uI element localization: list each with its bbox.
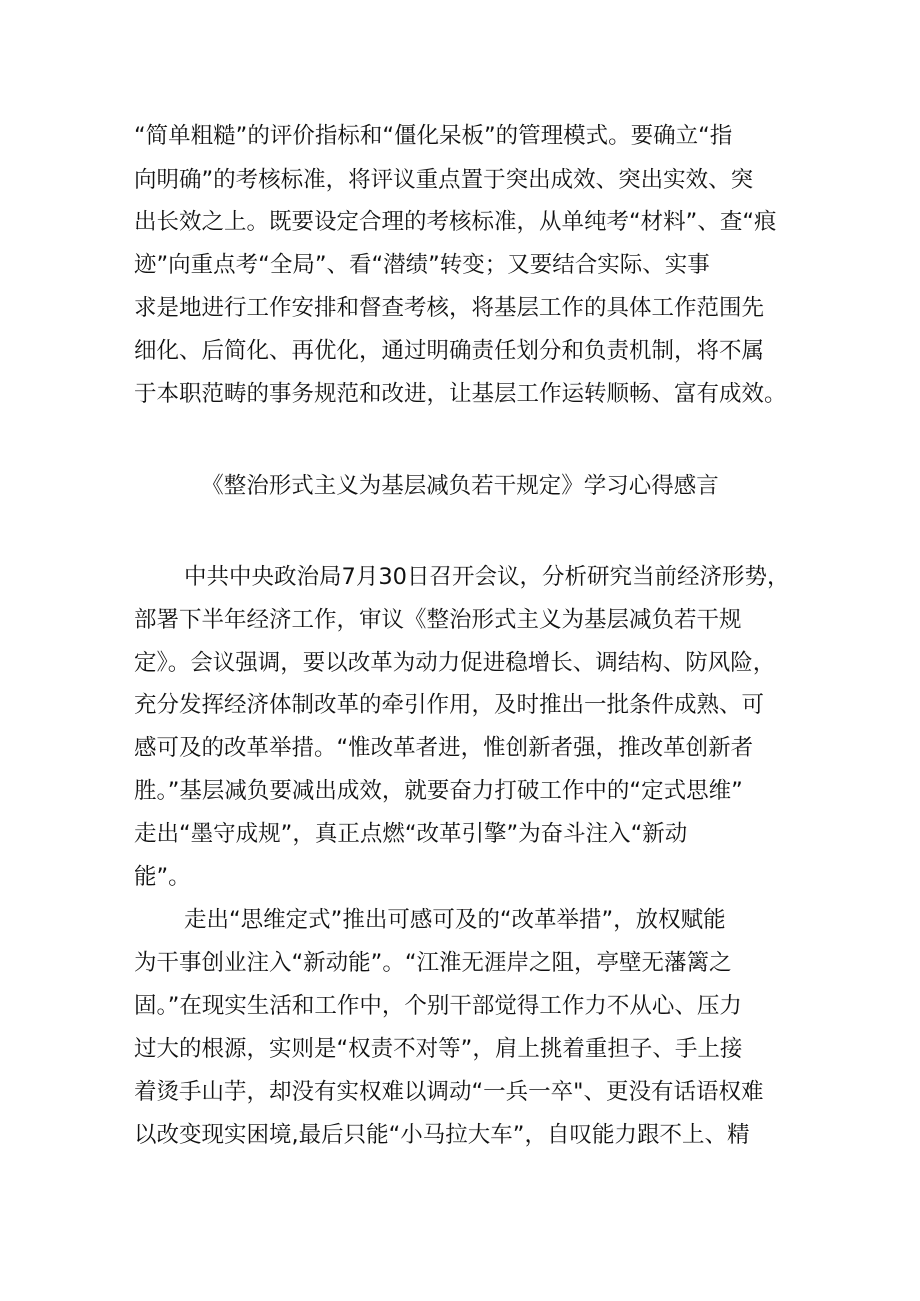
intro-line: 求是地进行工作安排和督查考核，将基层工作的具体工作范围先 bbox=[134, 295, 765, 321]
intro-line: 迹”向重点考“全局”、看“潜绩”转变；又要结合实际、实事 bbox=[134, 252, 710, 278]
intro-line: 细化、后简化、再优化，通过明确责任划分和负责机制，将不属 bbox=[134, 338, 765, 364]
intro-line: “简单粗糙”的评价指标和“僵化呆板”的管理模式。要确立“指 bbox=[134, 123, 733, 149]
paragraph-line: 部署下半年经济工作，审议《整治形式主义为基层减负若干规 bbox=[134, 607, 742, 633]
intro-line: 于本职范畴的事务规范和改进，让基层工作运转顺畅、富有成效。 bbox=[134, 381, 787, 407]
paragraph-line: 着烫手山芋，却没有实权难以调动“一兵一卒"、更没有话语权难 bbox=[134, 1079, 764, 1105]
paragraph-line: 固。”在现实生活和工作中，个别干部觉得工作力不从心、压力 bbox=[134, 993, 742, 1019]
paragraph-line: 中共中央政治局7月30日召开会议，分析研究当前经济形势， bbox=[184, 564, 790, 590]
paragraph-line: 过大的根源，实则是“权责不对等”，肩上挑着重担子、手上接 bbox=[134, 1036, 743, 1062]
paragraph-line: 定》。会议强调，要以改革为动力促进稳增长、调结构、防风险， bbox=[134, 650, 776, 676]
paragraph-line: 胜。”基层减负要减出成效，就要奋力打破工作中的“定式思维” bbox=[134, 778, 743, 804]
paragraph-line: 感可及的改革举措。“惟改革者进，惟创新者强，推改革创新者 bbox=[134, 735, 754, 761]
paragraph-line: 能”。 bbox=[134, 864, 191, 890]
intro-line: 向明确”的考核标准，将评议重点置于突出成效、突出实效、突 bbox=[134, 167, 754, 193]
paragraph-line: 充分发挥经济体制改革的牵引作用，及时推出一批条件成熟、可 bbox=[134, 692, 765, 718]
intro-line: 出长效之上。既要设定合理的考核标准，从单纯考“材料”、查“痕 bbox=[134, 209, 777, 235]
paragraph-line: 走出“墨守成规”，真正点燃“改革引擎”为奋斗注入“新动 bbox=[134, 821, 688, 847]
paragraph-line: 为干事创业注入“新动能”。“江淮无涯岸之阻，亭壁无藩篱之 bbox=[134, 950, 732, 976]
paragraph-line: 走出“思维定式”推出可感可及的“改革举措”，放权赋能 bbox=[184, 907, 726, 933]
paragraph-line: 以改变现实困境,最后只能“小马拉大车”，自叹能力跟不上、精 bbox=[134, 1122, 750, 1148]
document-title: 《整治形式主义为基层减负若干规定》学习心得感言 bbox=[201, 473, 719, 499]
